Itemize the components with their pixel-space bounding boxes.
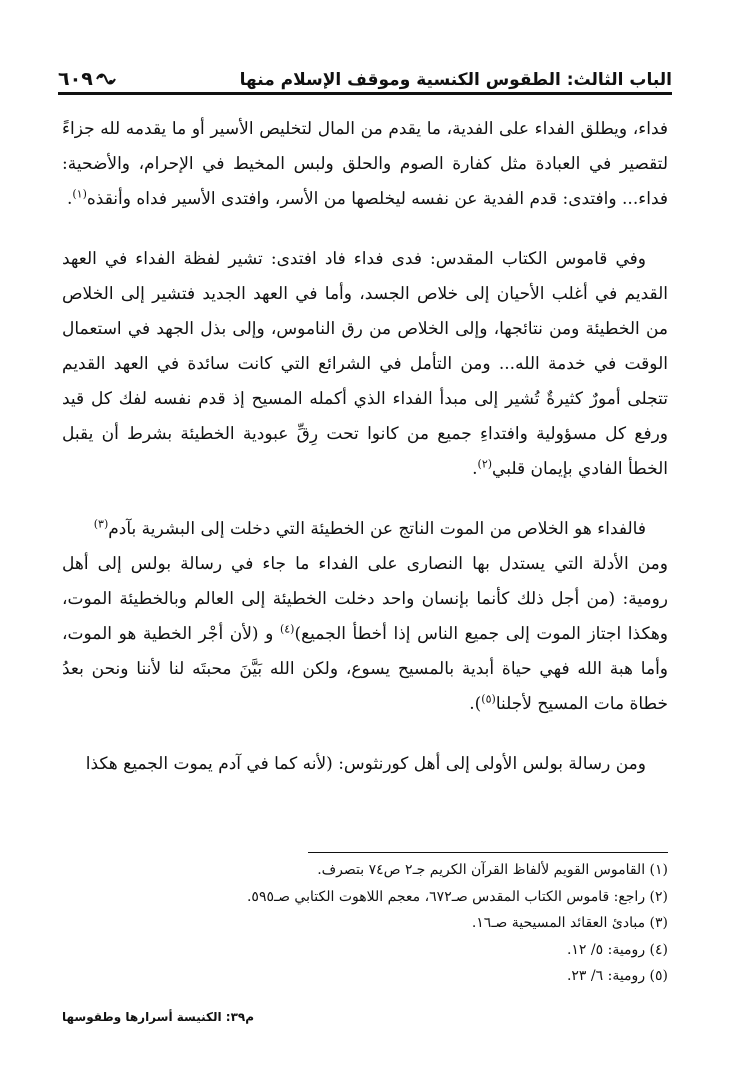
running-header xyxy=(58,56,672,90)
footnote-ref: (٣) xyxy=(93,517,109,531)
footnote-line: (٣) مبادئ العقائد المسيحية صـ١٦. xyxy=(471,915,668,931)
footnote-line: (٥) رومية: ٦/ ٢٣. xyxy=(566,968,668,984)
floral-ornament-icon xyxy=(95,71,117,87)
main-text xyxy=(62,112,668,782)
footnote-ref: (٢) xyxy=(477,457,493,471)
page-number: ٦٠٩ xyxy=(58,68,93,90)
footnote-ref: (٤) xyxy=(279,622,295,636)
chapter-title: الباب الثالث: الطقوس الكنسية وموقف الإسلام منها xyxy=(239,70,672,90)
footnotes xyxy=(66,857,668,990)
footnote-rule xyxy=(308,852,668,853)
paragraph: ومن رسالة بولس الأولى إلى أهل كورنثوس: (لأنه كما في آدم يموت الجميع هكذا xyxy=(85,754,646,774)
paragraph: وفي قاموس الكتاب المقدس: فدى فداء فاد افتدى: تشير لفظة الفداء في العهد القديم في أغلب الأحيان إلى خلاص الجسد، وأما في العهد الجديد فتشير إلى الخلاص من الخطيئة ومن نتائجها، وإلى الخلاص من رق الناموس، وإلى بذل الجهد في استعمال الوقت في خدمة الله... ومن التأمل في الشرائع التي كانت سائدة في العهد القديم تتجلى أمورٌ كثيرةٌ تُشير إلى مبدأ الفداء الذي أكمله المسيح إذ قدم نفسه لفك كل قيد ورفع كل مسؤولية وافتداءِ جميع من كانوا تحت رِقِّ عبودية الخطيئة بشرط أن يقبل الخطأ الفادي بإيمان قلبي$^{(٢)}$. xyxy=(62,249,668,479)
footnote-line: (٤) رومية: ٥/ ١٢. xyxy=(566,941,668,958)
footnote-ref: (٥) xyxy=(481,692,496,706)
paragraph: ومن الأدلة التي يستدل بها النصارى على الفداء ما جاء في رسالة بولس إلى أهل رومية: (من أجل ذلك كأنما بإنسان واحد دخلت الخطيئة إلى العالم وبالخطيئة الموت، وهكذا اجتاز الموت إلى جميع الناس إذا أخطأ الجميع)$^{(٤)}$ و (لأن أجْر الخطية هو الموت، وأما هبة الله فهي حياة أبدية بالمسيح يسوع، ولكن الله بَيَّنَ محبتَه لنا لأننا ونحن بعدُ خطاة مات المسيح لأجلنا$^{(٥)}$). xyxy=(62,554,669,714)
footnote-line: (٢) راجع: قاموس الكتاب المقدس صـ٦٧٢، معجم اللاهوت الكتابي صـ٥٩٥. xyxy=(246,888,668,905)
footnote-line: (١) القاموس القويم لألفاظ القرآن الكريم جـ٢ ص٧٤ بتصرف. xyxy=(317,862,668,878)
paragraph: فداء، ويطلق الفداء على الفدية، ما يقدم من المال لتخليص الأسير أو ما يقدمه لله جزاءً لتقصير في العبادة مثل كفارة الصوم والحلق ولبس المخيط في الإحرام، والأضحية: فداء... وافتدى: قدم الفدية عن نفسه ليخلصها من الأسر، وافتدى الأسير فداه وأنقذه$^{(١)}$. xyxy=(62,119,668,209)
header-rule xyxy=(58,92,672,95)
signature-footer: م٣٩: الكنيسة أسرارها وطقوسها xyxy=(62,1010,255,1024)
footnote-ref: (١) xyxy=(72,187,87,201)
paragraph: فالفداء هو الخلاص من الموت الناتج عن الخطيئة التي دخلت إلى البشرية بآدم$^{(٣)}$ xyxy=(93,517,646,539)
page-number-block xyxy=(58,68,117,90)
